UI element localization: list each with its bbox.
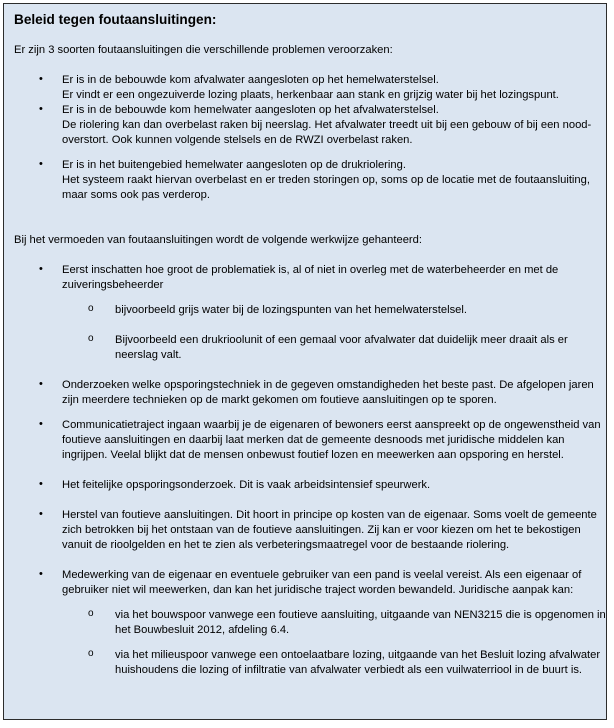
step-6-line-2: gebruiker niet wil meewerken, dan kan het juridische traject worden bewandeld. Juridische aanpak kan: <box>62 584 574 596</box>
bullet-icon: • <box>39 568 43 580</box>
type-2-line-2: De riolering kan dan overbelast raken bij neerslag. Het afvalwater treedt uit bij een gebouw of bij een nood- <box>62 119 592 131</box>
bullet-icon: • <box>39 378 43 390</box>
step-4-line-1: Het feitelijke opsporingsonderzoek. Dit is vaak arbeidsintensief speurwerk. <box>62 479 431 491</box>
type-2-line-1: Er is in de bebouwde kom hemelwater aangesloten op het afvalwaterstelsel. <box>62 104 439 116</box>
step-1-sub-2-line-1: Bijvoorbeeld een drukrioolunit of een gemaal voor afvalwater dat duidelijk meer draait als er <box>115 334 568 346</box>
procedure-intro: Bij het vermoeden van foutaansluitingen wordt de volgende werkwijze gehanteerd: <box>14 234 422 246</box>
step-5-line-2: zich betrokken bij het ontstaan van de foutieve aansluitingen. Zij kan er voor kiezen om het te bekostigen <box>62 524 581 536</box>
bullet-icon: • <box>39 418 43 430</box>
type-1-line-1: Er is in de bebouwde kom afvalwater aangesloten op het hemelwaterstelsel. <box>62 74 439 86</box>
bullet-icon: • <box>39 73 43 85</box>
box-title: Beleid tegen foutaansluitingen: <box>14 12 217 27</box>
step-6-sub-2-line-2: huishoudens die lozing of infiltratie van afvalwater verbiedt als een vuilwaterriool in de buurt is. <box>115 664 583 676</box>
step-1-sub-2-line-2: neerslag valt. <box>115 349 182 361</box>
circle-bullet-icon: o <box>88 648 94 659</box>
step-6-sub-1-line-1: via het bouwspoor vanwege een foutieve aansluiting, uitgaande van NEN3215 die is opgenomen in <box>115 609 606 621</box>
type-2-line-3: overstort. Ook kunnen volgende stelsels en de RWZI overbelast raken. <box>62 134 413 146</box>
step-5-line-3: vanuit de rioolgelden en het te zien als verbeteringsmaatregel voor de bestaande riolering. <box>62 539 510 551</box>
circle-bullet-icon: o <box>88 333 94 344</box>
step-6-sub-2-line-1: via het milieuspoor vanwege een ontoelaatbare lozing, uitgaande van het Besluit lozing afvalwater <box>115 649 601 661</box>
step-3-line-3: ingrijpen. Veelal blijkt dat de mensen onbewust foutief lozen en meewerken aan opsporing en herstel. <box>62 449 564 461</box>
type-1-line-2: Er vindt er een ongezuiverde lozing plaats, herkenbaar aan stank en grijzig water bij het lozingspunt. <box>62 89 559 101</box>
step-2-line-1: Onderzoeken welke opsporingstechniek in de gegeven omstandigheden het beste past. De afgelopen jaren <box>62 379 594 391</box>
step-1-line-1: Eerst inschatten hoe groot de problematiek is, al of niet in overleg met de waterbeheerder en met de <box>62 264 559 276</box>
step-1-sub-1: bijvoorbeeld grijs water bij de lozingspunten van het hemelwaterstelsel. <box>115 304 467 316</box>
bullet-icon: • <box>39 263 43 275</box>
type-3-line-2: Het systeem raakt hiervan overbelast en er treden storingen op, soms op de locatie met de foutaansluiting, <box>62 174 590 186</box>
bullet-icon: • <box>39 158 43 170</box>
policy-box <box>3 3 607 720</box>
type-3-line-1: Er is in het buitengebied hemelwater aangesloten op de drukriolering. <box>62 159 406 171</box>
step-3-line-1: Communicatietraject ingaan waarbij je de eigenaren of bewoners eerst aanspreekt op de ongewenstheid van <box>62 419 601 431</box>
step-2-line-2: zijn meerdere technieken op de markt gekomen om foutieve aansluitingen op te sporen. <box>62 394 497 406</box>
circle-bullet-icon: o <box>88 303 94 314</box>
step-6-sub-1-line-2: het Bouwbesluit 2012, afdeling 6.4. <box>115 624 290 636</box>
step-5-line-1: Herstel van foutieve aansluitingen. Dit hoort in principe op kosten van de eigenaar. Soms voelt de gemeente <box>62 509 597 521</box>
bullet-icon: • <box>39 478 43 490</box>
bullet-icon: • <box>39 103 43 115</box>
step-1-line-2: zuiveringsbeheerder <box>62 279 164 291</box>
intro-text: Er zijn 3 soorten foutaansluitingen die verschillende problemen veroorzaken: <box>14 44 393 56</box>
bullet-icon: • <box>39 508 43 520</box>
type-3-line-3: maar soms ook pas verderop. <box>62 189 210 201</box>
circle-bullet-icon: o <box>88 608 94 619</box>
step-6-line-1: Medewerking van de eigenaar en eventuele gebruiker van een pand is veelal vereist. Als een eigenaar of <box>62 569 582 581</box>
step-3-line-2: foutieve aansluitingen en daarbij laat merken dat de gemeente desnoods met juridische middelen kan <box>62 434 565 446</box>
